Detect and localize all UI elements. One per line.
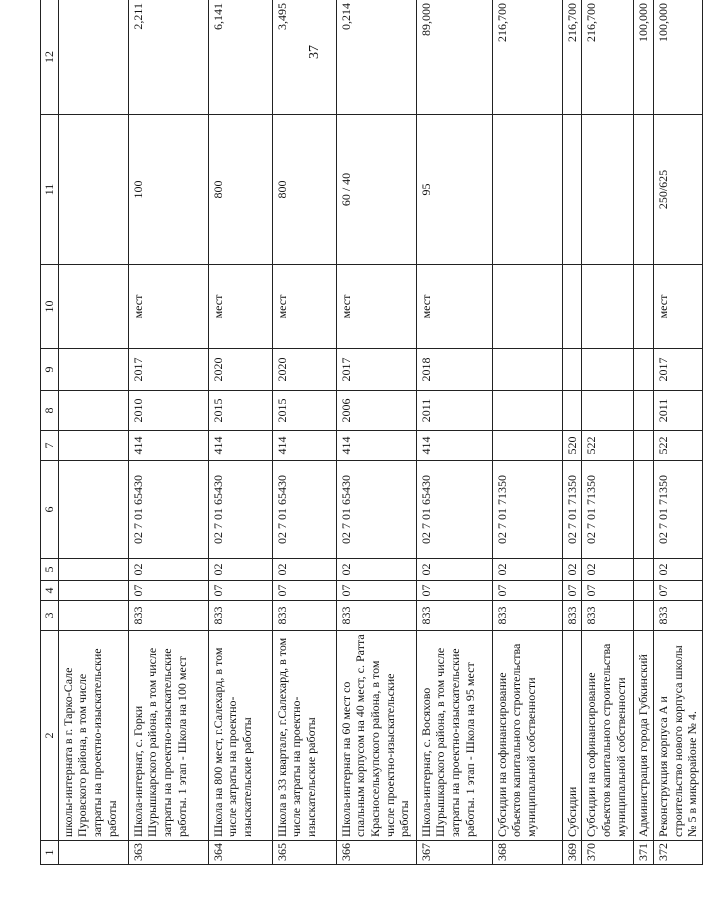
column-header: 5 [41,559,59,581]
table-cell-c11: 60 / 40 [336,115,416,265]
column-header: 10 [41,265,59,349]
table-cell-c10: мест [272,265,336,349]
table-cell-c3: 833 [492,601,562,631]
table-cell-c9: 2017 [336,349,416,391]
table-cell-c7: 522 [582,431,634,461]
table-cell-c3: 833 [208,601,272,631]
table-cell-c9 [492,349,562,391]
table-cell-c7 [634,431,654,461]
column-header: 11 [41,115,59,265]
row-number-cell: 366 [336,841,416,865]
table-cell-c7: 414 [128,431,208,461]
table-cell-c4: 07 [336,581,416,601]
column-header: 7 [41,431,59,461]
budget-table [40,0,703,865]
column-header: 2 [41,631,59,841]
object-name-cell: Школа-интернат, с. Горки Шурышкарского района, в том числе затраты на проектно-изыскательские работы. 1 этап - Школа на 100 мест [128,631,208,841]
table-cell-c5: 02 [208,559,272,581]
table-cell-c10: мест [208,265,272,349]
object-name-cell: Субсидии на софинансирование объектов капитального строительства муниципальной собственности [582,631,634,841]
row-number-cell: 364 [208,841,272,865]
table-cell-c10 [582,265,634,349]
row-number-cell: 369 [562,841,582,865]
amount-cell: 6,141 [208,0,272,115]
amount-cell: 100,000 [653,0,702,115]
table-cell-c8 [582,391,634,431]
table-cell-c10: мест [416,265,492,349]
table-cell-c6: 02 7 01 65430 [416,461,492,559]
column-header: 8 [41,391,59,431]
column-header: 4 [41,581,59,601]
table-cell-c4: 07 [492,581,562,601]
table-cell-c10: мест [128,265,208,349]
table-cell-c9 [58,349,128,391]
table-cell-c8: 2015 [272,391,336,431]
table-cell-c8: 2011 [416,391,492,431]
table-cell-c4: 07 [653,581,702,601]
table-cell-c6: 02 7 01 65430 [208,461,272,559]
table-cell-c6: 02 7 01 65430 [272,461,336,559]
table-cell-c5: 02 [582,559,634,581]
object-name-cell: Школа-интернат на 60 мест со спальным корпусом на 40 мест, с. Ратта Красноселькупского района, в том числе проектно-изыскательские работы [336,631,416,841]
table-cell-c11 [492,115,562,265]
table-cell-c9: 2018 [416,349,492,391]
table-cell-c11: 100 [128,115,208,265]
table-cell-c5: 02 [653,559,702,581]
table-cell-c7: 414 [272,431,336,461]
table-cell-c4: 07 [128,581,208,601]
table-cell-c11 [634,115,654,265]
column-header: 1 [41,841,59,865]
table-cell-c7 [492,431,562,461]
table-cell-c11: 800 [272,115,336,265]
table-cell-c11 [562,115,582,265]
table-cell-c8: 2015 [208,391,272,431]
table-cell-c11 [582,115,634,265]
table-cell-c10 [562,265,582,349]
table-cell-c4: 07 [582,581,634,601]
table-cell-c9: 2020 [208,349,272,391]
amount-cell: 216,700 [562,0,582,115]
table-cell-c10: мест [336,265,416,349]
table-cell-c6: 02 7 01 65430 [128,461,208,559]
table-row [58,0,128,865]
table-cell-c5 [634,559,654,581]
column-header: 9 [41,349,59,391]
table-cell-c5: 02 [272,559,336,581]
table-row [653,0,702,865]
table-cell-c8 [562,391,582,431]
table-cell-c10 [58,265,128,349]
row-number-cell: 368 [492,841,562,865]
table-cell-c8: 2010 [128,391,208,431]
row-number-cell: 372 [653,841,702,865]
table-cell-c7: 414 [416,431,492,461]
object-name-cell: Школа на 800 мест, г.Салехард, в том числе затраты на проектно-изыскательские работы [208,631,272,841]
table-cell-c5: 02 [492,559,562,581]
row-number-cell [58,841,128,865]
table-cell-c4: 07 [208,581,272,601]
table-cell-c6: 02 7 01 65430 [336,461,416,559]
table-row [492,0,562,865]
table-cell-c3 [634,601,654,631]
table-cell-c4 [634,581,654,601]
table-cell-c3 [58,601,128,631]
table-cell-c4 [58,581,128,601]
row-number-cell: 370 [582,841,634,865]
amount-cell: 2,211 [128,0,208,115]
table-cell-c9 [582,349,634,391]
table-row [272,0,336,865]
header-row [41,0,59,865]
table-cell-c4: 07 [272,581,336,601]
table-cell-c3: 833 [582,601,634,631]
table-row [562,0,582,865]
table-cell-c6: 02 7 01 71350 [653,461,702,559]
table-row [208,0,272,865]
row-number-cell: 371 [634,841,654,865]
object-name-cell: Школа-интернат, с. Восяхово Шурышкарского района, в том числе затраты на проектно-изыскательские работы. 1 этап - Школа на 95 мест [416,631,492,841]
table-cell-c6 [58,461,128,559]
table-cell-c6: 02 7 01 71350 [492,461,562,559]
table-cell-c3: 833 [562,601,582,631]
table-cell-c10: мест [653,265,702,349]
object-name-cell: школы-интерната в г. Тарко-Сале Пуровского района, в том числе затраты на проектно-изыскательские работы [58,631,128,841]
column-header: 6 [41,461,59,559]
column-header: 12 [41,0,59,115]
table-cell-c7: 414 [336,431,416,461]
table-cell-c7: 414 [208,431,272,461]
row-number-cell: 367 [416,841,492,865]
page-number: 37 [307,45,322,59]
table-cell-c7: 520 [562,431,582,461]
table-cell-c8: 2006 [336,391,416,431]
table-cell-c4: 07 [562,581,582,601]
table-cell-c9: 2017 [128,349,208,391]
table-body [58,0,702,865]
table-cell-c11: 95 [416,115,492,265]
table-cell-c3: 833 [128,601,208,631]
object-name-cell: Администрация города Губкинский [634,631,654,841]
object-name-cell: Реконструкция корпуса А и строительство нового корпуса школы № 5 в микрорайоне № 4. [653,631,702,841]
table-cell-c6: 02 7 01 71350 [582,461,634,559]
table-cell-c4: 07 [416,581,492,601]
table-cell-c3: 833 [416,601,492,631]
table-cell-c10 [634,265,654,349]
amount-cell: 3,495 [272,0,336,115]
table-cell-c9 [562,349,582,391]
amount-cell: 216,700 [492,0,562,115]
table-cell-c5: 02 [336,559,416,581]
column-header: 3 [41,601,59,631]
table-cell-c5: 02 [562,559,582,581]
amount-cell: 89,000 [416,0,492,115]
table-cell-c9 [634,349,654,391]
amount-cell: 100,000 [634,0,654,115]
table-cell-c3: 833 [336,601,416,631]
table-cell-c9: 2020 [272,349,336,391]
object-name-cell: Субсидии на софинансирование объектов капитального строительства муниципальной собственности [492,631,562,841]
table-cell-c5 [58,559,128,581]
table-cell-c11: 250/625 [653,115,702,265]
table-cell-c5: 02 [128,559,208,581]
table-row [336,0,416,865]
table-cell-c11: 800 [208,115,272,265]
table-cell-c8: 2011 [653,391,702,431]
table-cell-c5: 02 [416,559,492,581]
table-row [416,0,492,865]
object-name-cell: Субсидии [562,631,582,841]
table-row [128,0,208,865]
row-number-cell: 363 [128,841,208,865]
table-cell-c7: 522 [653,431,702,461]
amount-cell [58,0,128,115]
table-cell-c7 [58,431,128,461]
table-cell-c8 [634,391,654,431]
table-cell-c3: 833 [272,601,336,631]
amount-cell: 0,214 [336,0,416,115]
table-row [582,0,634,865]
table-cell-c8 [58,391,128,431]
table-cell-c8 [492,391,562,431]
table-cell-c9: 2017 [653,349,702,391]
table-cell-c10 [492,265,562,349]
table-row [634,0,654,865]
table-cell-c6 [634,461,654,559]
table-cell-c6: 02 7 01 71350 [562,461,582,559]
table-cell-c11 [58,115,128,265]
rotated-table-container [40,0,700,865]
amount-cell: 216,700 [582,0,634,115]
object-name-cell: Школа в 33 квартале, г.Салехард, в том числе затраты на проектно-изыскательские работы [272,631,336,841]
table-cell-c3: 833 [653,601,702,631]
row-number-cell: 365 [272,841,336,865]
